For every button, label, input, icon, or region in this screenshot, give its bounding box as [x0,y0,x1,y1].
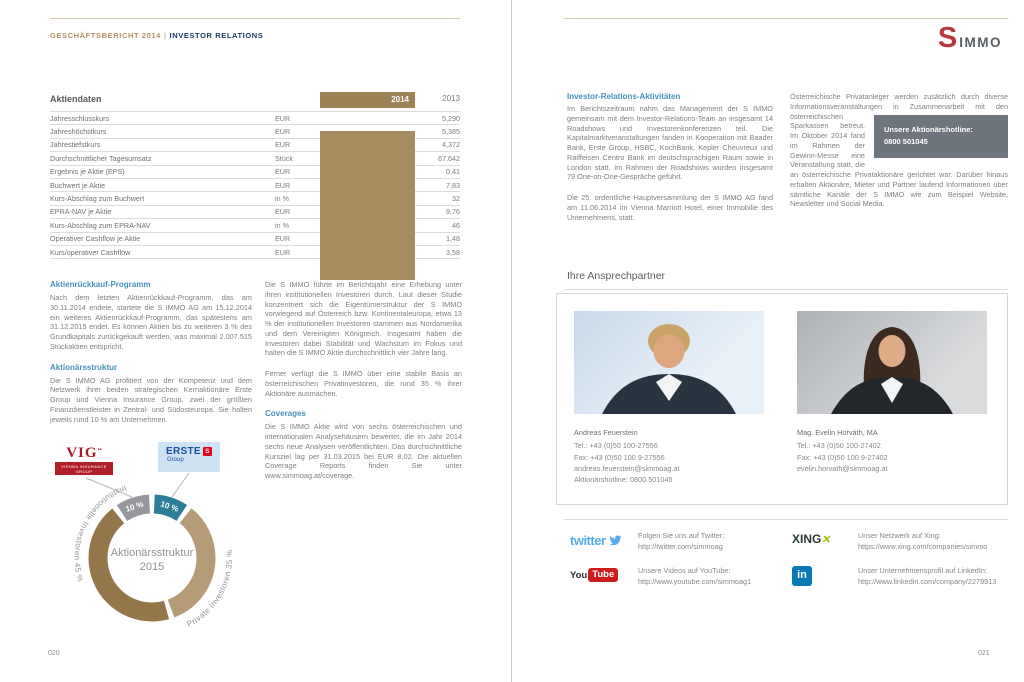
table-row: Ergebnis je Aktie (EPS) EUR 0,41 [50,166,460,179]
contact-email[interactable]: evelin.horvath@simmoag.at [797,463,888,473]
simmo-logo-immo: IMMO [959,35,1002,50]
contact-name: Mag. Evelin Horváth, MA [797,428,878,437]
top-rule-right [564,18,1008,19]
erste-group-logo: ERSTE S Group [158,442,220,472]
social-divider-rule [564,519,1008,520]
donut-center-year: 2015 [139,561,165,573]
table-row: Jahreshöchstkurs EUR 5,385 [50,125,460,138]
twitter-bird-icon [608,534,623,547]
table-header [50,92,460,110]
linkedin-text: Unser Unternehmensprofil auf LinkedIn: http://www.linkedin.com/company/2279913 [858,566,997,586]
table-row: Operativer Cashflow je Aktie EUR 1,48 [50,233,460,246]
contact-hotline: Aktionärshotline: 0800 501045 [574,475,673,485]
sparkasse-s-icon: S [203,447,212,456]
shareholder-structure-title: Aktionärsstruktur [50,362,118,372]
xing-logo[interactable]: XING ✕ [792,532,833,546]
highlight-band-2014 [320,131,415,280]
hotline-label: Unsere Aktionärshotline: [884,124,973,134]
simmo-logo [938,24,1002,53]
twitter-url[interactable]: http://twitter.com/simmoag [638,541,723,551]
vig-logo-mark: ▪▪ [97,447,102,453]
twitter-text: Folgen Sie uns auf Twitter: http://twitter.com/simmoag [638,531,725,551]
contact-name: Andreas Feuerstein [574,428,638,437]
table-row: EPRA-NAV je Aktie EUR 9,76 [50,206,460,219]
youtube-url[interactable]: http://www.youtube.com/simmoag1 [638,576,752,586]
vig-logo: VIG ▪▪ VIENNA INSURANCE GROUP [55,446,113,475]
xing-text: Unser Netzwerk auf Xing: https://www.xing.com/companies/simmo [858,531,988,551]
top-rule-left [50,18,460,19]
contact-tel: Tel.: +43 (0)50 100-27556 [574,441,658,451]
erste-connector-line [172,473,189,497]
institutional-arc-label: Institutionelle Investoren 45 % [72,483,128,584]
page-divider [511,0,512,682]
twitter-logo[interactable]: twitter [570,533,623,548]
page-number-left: 020 [48,650,60,657]
table-row: Durchschnittlicher Tagesumsatz Stück 67.642 [50,152,460,165]
vig-logo-subtitle: VIENNA INSURANCE GROUP [55,462,113,475]
contact-fax: Fax: +43 (0)50 100 9-27556 [574,452,665,462]
male-portrait [574,311,764,414]
simmo-logo-s: S [937,22,958,54]
vig-percent-label: 10 % [124,499,145,514]
ir-paragraph-1: Im Berichtszeitraum nahm das Management der S IMMO gemeinsam mit dem Investor-Relations-Team an insgesamt 14 Roadshows und Investorenkonferenzen teil. Die Kapitalmarktveranstaltungen fanden in Kooperation mit Baader Bank, Erste Group, HSBC, KochBank, Kepler Cheuvreux und Raiffeisen Centro Bank im deutschsprachigen Raum sowie in London statt. Im Rahmen der Roadshows wurden insgesamt 79 One-on-One-Gespräche geführt. [567,104,773,182]
private-shareholders-column [790,92,1008,209]
coverages-title: Coverages [265,409,306,419]
female-portrait [797,311,987,414]
column-header-2014: 2014 [320,92,415,108]
contact-tel: Tel.: +43 (0)50 100-27402 [797,441,881,451]
xing-x-icon: ✕ [820,533,833,546]
column-header-2013: 2013 [442,94,460,103]
contact-left [574,427,774,485]
youtube-text: Unsere Videos auf YouTube: http://www.youtube.com/simmoag1 [638,566,752,586]
ir-paragraph-2: Die 25. ordentliche Hauptversammlung der S IMMO AG fand am 11.06.2014 im Vienna Marriott Hotel, einer Immobilie des Unternehmens, statt. [567,193,773,222]
erste-logo-subtitle: Group [167,457,184,463]
coverages-body: Die S IMMO Aktie wird von sechs österreichischen und internationalen Analysehäusern bewertet, die im Jahr 2014 sechs neue Analysen veröffentlichten. Das durchschnittliche Kursziel lag per 31.03.2015 bei EUR 8,02. Die aktuellen Coverage Reports finden Sie unter www.simmoag.at/coverage. [265,422,462,481]
contacts-title: Ihre Ansprechpartner [567,270,666,282]
contacts-card [556,293,1008,505]
table-row: Jahrestiefstkurs EUR 4,372 [50,139,460,152]
table-body [50,111,460,259]
breadcrumb-section: INVESTOR RELATIONS [169,31,264,40]
table-row: Jahresschlusskurs EUR 6,170 5,290 [50,112,460,125]
photo-andreas-feuerstein [574,311,764,414]
table-title: Aktiendaten [50,94,102,104]
table-row: Kurs-Abschlag zum EPRA-NAV in % 46 [50,219,460,232]
table-row: Kurs-Abschlag zum Buchwert in % 32 [50,192,460,205]
page-number-right: 021 [978,650,990,657]
youtube-logo[interactable]: You Tube [570,568,618,582]
private-arc-label: Private Investoren 35 % [185,549,235,629]
linkedin-logo[interactable] [792,566,812,586]
linkedin-url[interactable]: http://www.linkedin.com/company/2279913 [858,576,997,586]
shareholder-hotline-box [874,115,1008,159]
ir-activities-column [567,104,773,222]
ir-activities-title: Investor-Relations-Aktivitäten [567,92,681,101]
table-row: Buchwert je Aktie EUR 7,83 [50,179,460,192]
private-investors-paragraph: Ferner verfügt die S IMMO über eine stabile Basis an österreichischen Privatinvestoren, die rund 35 % ihrer Aktionäre ausmachen. [265,369,462,398]
youtube-tube-badge: Tube [588,568,618,582]
shareholder-structure-body: Die S IMMO AG profitiert von der Kompetenz und dem Netzwerk ihrer beiden strategischen Kernaktionäre Erste Group und Vienna Insurance Group, zwei der größten Finanzdienstleister in Zentral- und Südosteuropa. Sie halten jeweils rund 10 % am Unternehmen. [50,375,252,424]
xing-url[interactable]: https://www.xing.com/companies/simmo [858,541,988,551]
buyback-body: Nach dem letzten Aktienrückkauf-Programm, das am 30.11.2014 endete, startete die S IMMO AG am 15.12.2014 ein weiteres Aktienrückkauf-Programm, das spätestens am 31.12.2015 endet. Es können Aktien bis zu weiteren 3 % des Grundkapitals zurückgekauft werden, was maximal 2.007.515 Stückaktien entspricht. [50,293,252,351]
contact-fax: Fax: +43 (0)50 100 9-27402 [797,452,888,462]
breadcrumb-report: GESCHÄFTSBERICHT 2014 [50,31,161,40]
buyback-title: Aktienrückkauf-Programm [50,280,151,289]
contacts-rule [564,289,1008,290]
table-row: Kurs/operativer Cashflow EUR 3,58 [50,246,460,259]
linkedin-in-icon: in [792,566,812,586]
buyback-column [50,280,252,424]
photo-evelin-horvath [797,311,987,414]
contact-email[interactable]: andreas.feuerstein@simmoag.at [574,463,680,473]
private-shareholders-paragraph: Österreichische Privatanleger werden zusätzlich durch diverse Informationsveranstaltungen in Zusammenarbeit mit den Unsere Aktionärshotline: 0800 501045 österreichischen Sparkassen betreut. Im Oktober 2014 fand im Rahmen der Gewinn-Messe eine Veranstaltung statt, die an österreichische Privataktionäre gerichtet war. Darüber hinaus erhalten Aktionäre, Mieter und Partner laufend Informationen über sämtliche Kanäle der S IMMO wie zum Beispiel Website, Newsletter und Social Media. [790,92,1008,209]
contact-right [797,427,997,474]
erste-percent-label: 10 % [159,499,180,514]
shareholder-structure-chart [40,440,268,662]
donut-center-title: Aktionärsstruktur [110,547,194,559]
survey-paragraph: Die S IMMO führte im Berichtsjahr eine Erhebung unter ihren institutionellen Investoren durch. Laut dieser Studie konzentriert sich die Eigentümerstruktur der S IMMO vorwiegend auf Österreich bzw. Kontinentaleuropa, etwa 13 % der institutionellen Investoren stammen aus Nordamerika und dem Vereinigten Königreich. Insgesamt haben die Investoren dabei Stabilität und Wachstum im Fokus und halten die S IMMO Aktie durchschnittlich vier Jahre lang. [265,280,462,358]
survey-column [265,280,462,481]
breadcrumb: GESCHÄFTSBERICHT 2014 | INVESTOR RELATIONS [50,31,264,40]
hotline-number: 0800 501045 [884,137,928,147]
share-data-table [50,92,460,259]
